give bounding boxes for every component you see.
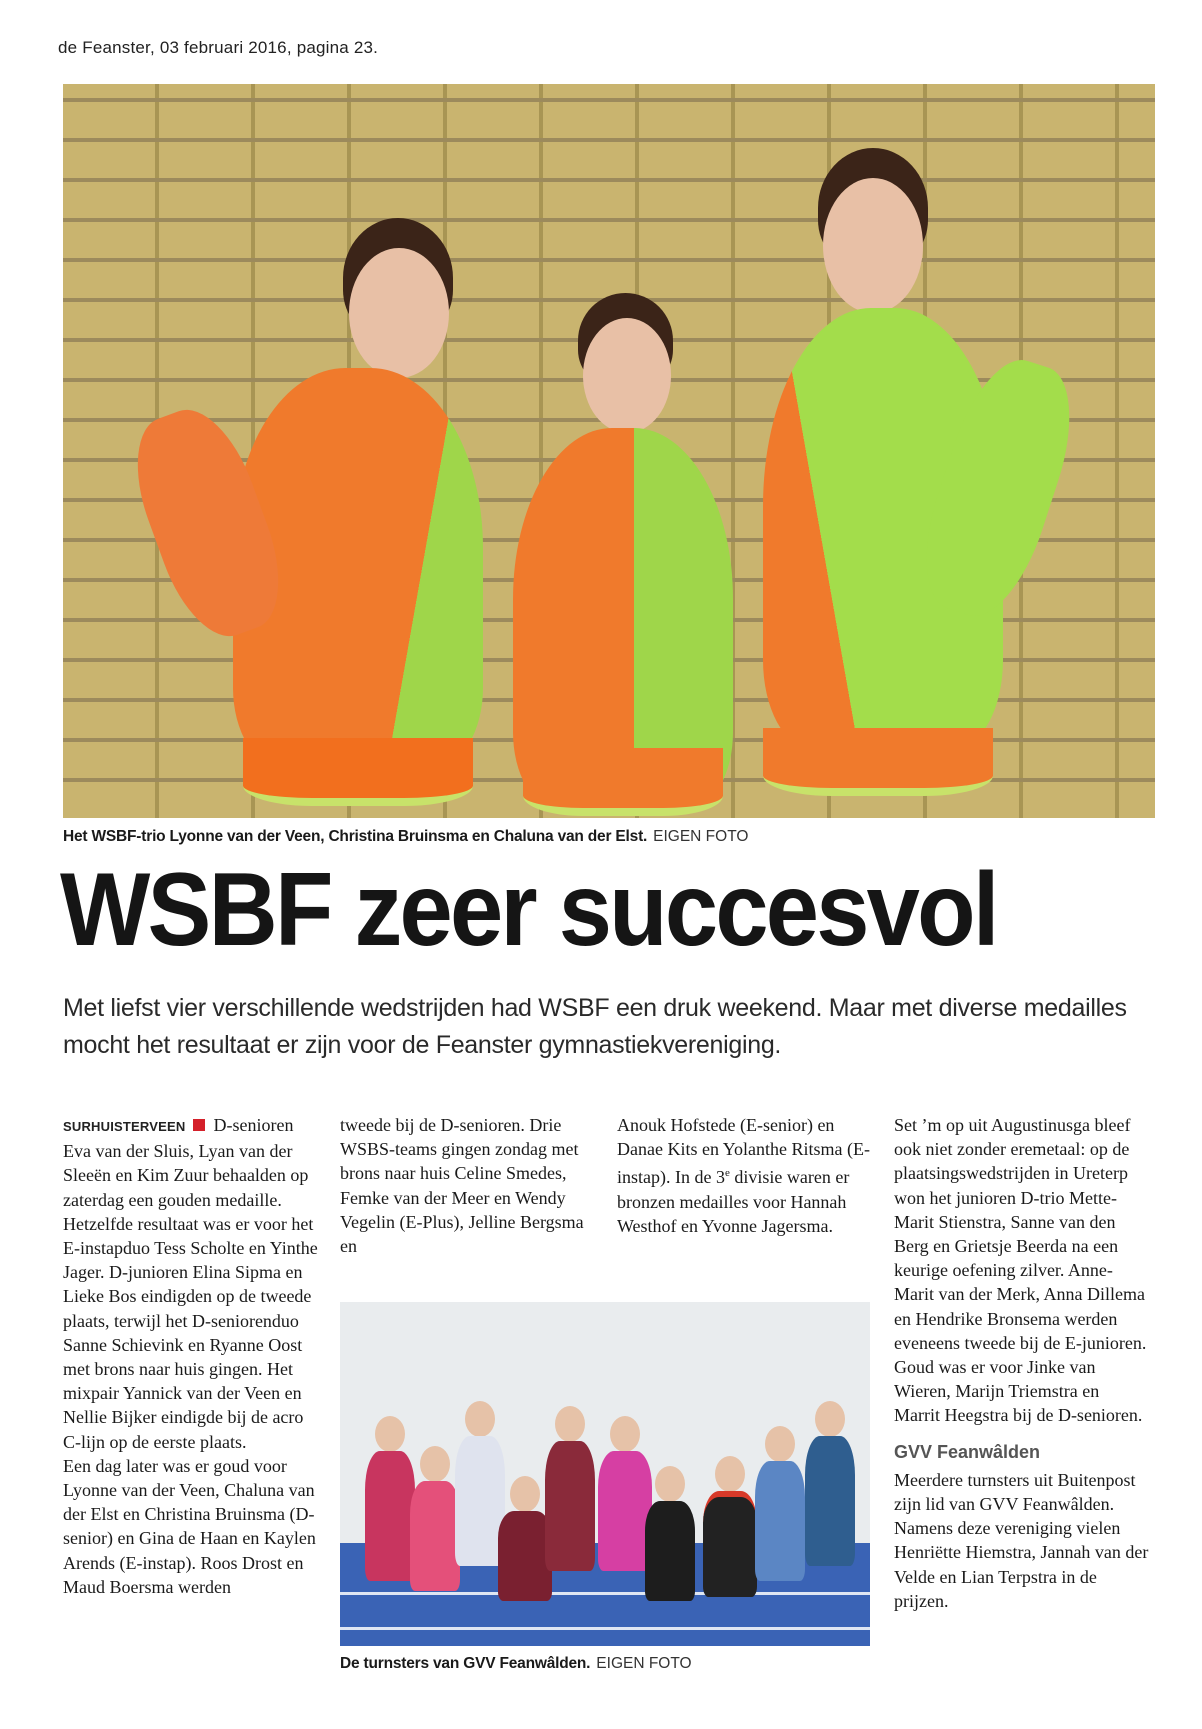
main-photo bbox=[63, 84, 1155, 818]
article-column-4 bbox=[894, 1113, 1149, 1613]
column-3-paragraph bbox=[617, 1113, 872, 1238]
article-column-1 bbox=[63, 1113, 318, 1599]
main-photo-caption-text: Het WSBF-trio Lyonne van der Veen, Christina Bruinsma en Chaluna van der Elst. bbox=[63, 828, 648, 845]
article-column-2 bbox=[340, 1113, 595, 1258]
gymnast-figure bbox=[640, 1446, 700, 1646]
page-dateline: de Feanster, 03 februari 2016, pagina 23. bbox=[58, 38, 379, 57]
dateline-place: SURHUISTERVEEN bbox=[63, 1119, 186, 1134]
team-photo-caption bbox=[340, 1655, 692, 1673]
column-3-text-2: divisie waren er bronzen medailles voor Hannah Westhof en Yvonne Jagersma. bbox=[617, 1167, 850, 1236]
gymnast-middle bbox=[493, 278, 753, 818]
headline: WSBF zeer succesvol bbox=[60, 852, 997, 968]
main-photo-caption bbox=[63, 828, 748, 846]
lead-paragraph: Met liefst vier verschillende wedstrijden had WSBF een druk weekend. Maar met diverse medailles mocht het resultaat er zijn voor de Feanster gymnastiekvereniging. bbox=[63, 994, 1127, 1059]
article-column-3 bbox=[617, 1113, 872, 1238]
column-4-paragraph-1: Set ’m op uit Augustinusga bleef ook niet zonder eremetaal: op de plaatsingswedstrijden in Ureterp won het junioren D-trio Mette-Marit Stienstra, Sanne van den Berg en Grietsje Beerda na een keurige oefening zilver. Anne-Marit van der Merk, Anna Dillema en Hendrike Bronsema werden eveneens tweede bij de E-junioren. Goud was er voor Jinke van Wieren, Marijn Triemstra en Marrit Heegstra bij de D-senioren. bbox=[894, 1115, 1147, 1426]
gymnast-right bbox=[743, 138, 1083, 818]
column-1-text-1: D-senioren Eva van der Sluis, Lyan van der Sleeën en Kim Zuur behaalden op zaterdag een gouden medaille. Hetzelfde resultaat was er voor het E-instapduo Tess Scholte en Yinthe Jager. D-junioren Elina Sipma en Lieke Bos eindigden op de tweede plaats, terwijl het D-seniorenduo Sanne Schievink en Ryanne Oost met brons naar huis gingen. Het mixpair Yannick van der Veen en Nellie Bijker eindigde bij de acro C-lijn op de eerste plaats. bbox=[63, 1115, 318, 1452]
column-2-paragraph: tweede bij de D-senioren. Drie WSBS-teams gingen zondag met brons naar huis Celine Smedes, Femke van der Meer en Wendy Vegelin (E-Plus), Jelline Bergsma en bbox=[340, 1115, 584, 1257]
column-1-paragraph-1 bbox=[63, 1113, 318, 1454]
team-photo bbox=[340, 1302, 870, 1646]
column-3-superscript: e bbox=[724, 1167, 730, 1180]
gymnast-figure bbox=[800, 1381, 860, 1646]
column-1-paragraph-2: Een dag later was er goud voor Lyonne van der Veen, Chaluna van der Elst en Christina Bruinsma (D-senior) en Gina de Haan en Kaylen Arends (E-instap). Roos Drost en Maud Boersma werden bbox=[63, 1455, 316, 1597]
column-4-subhead: GVV Feanwâlden bbox=[894, 1441, 1041, 1462]
main-photo-credit: EIGEN FOTO bbox=[653, 828, 749, 845]
gymnast-left bbox=[153, 178, 483, 818]
red-square-bullet bbox=[193, 1119, 205, 1131]
column-4-paragraph-2: Meerdere turnsters uit Buitenpost zijn lid van GVV Feanwâlden. Namens deze vereniging vielen Henriëtte Hiemstra, Jannah van der Velde en Lian Terpstra in de prijzen. bbox=[894, 1469, 1149, 1611]
team-photo-credit: EIGEN FOTO bbox=[596, 1655, 692, 1672]
column-3-text-1: Anouk Hofstede (E-senior) en Danae Kits en Yolanthe Ritsma (E-instap). In de 3 bbox=[617, 1115, 870, 1188]
team-photo-caption-text: De turnsters van GVV Feanwâlden. bbox=[340, 1655, 591, 1672]
